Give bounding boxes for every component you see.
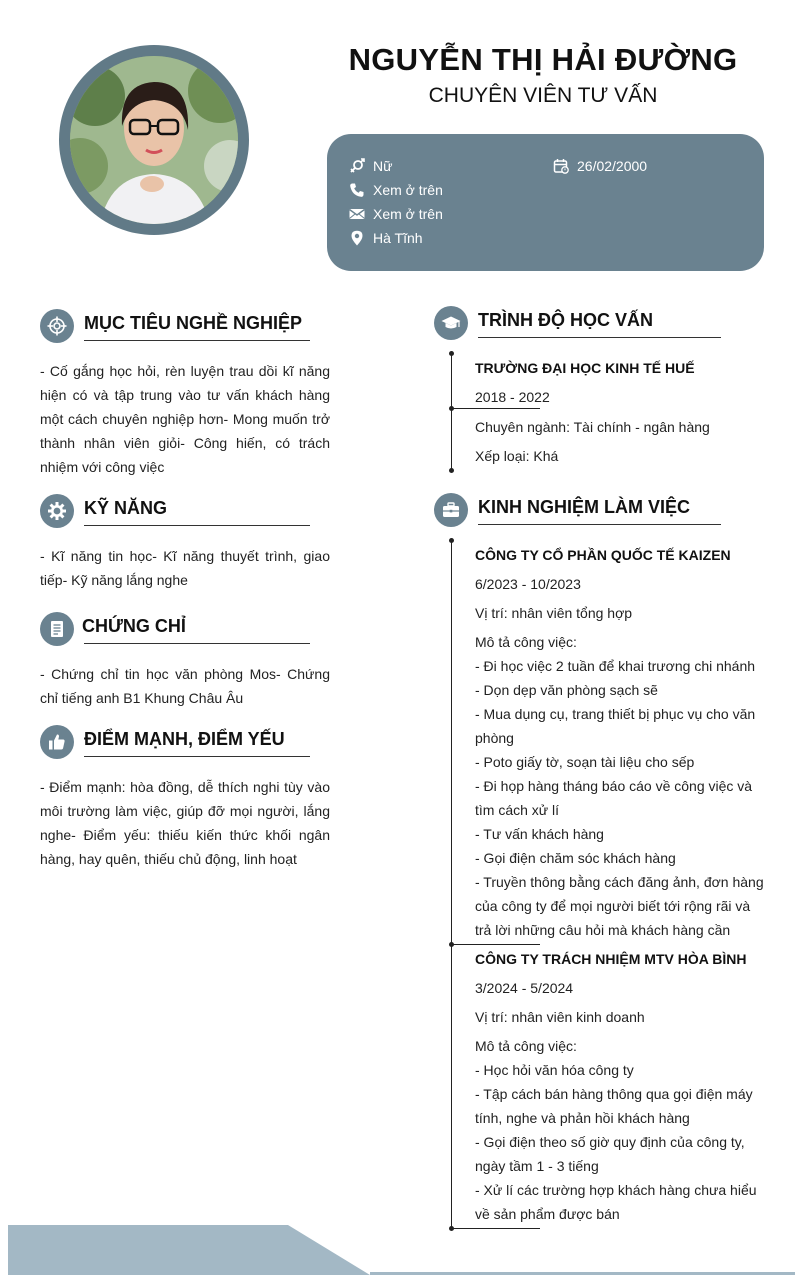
section-objective xyxy=(40,309,312,343)
section-divider xyxy=(84,525,310,526)
school-name: TRƯỜNG ĐẠI HỌC KINH TẾ HUẾ xyxy=(475,360,695,376)
job-duty: - Gọi điện theo số giờ quy định của công ty, ngày tầm 1 - 3 tiếng xyxy=(475,1134,745,1174)
section-divider xyxy=(478,524,721,525)
avatar xyxy=(59,45,249,235)
job-description xyxy=(475,630,765,942)
contact-info-box xyxy=(327,134,764,271)
section-certificates xyxy=(40,612,312,646)
job-duty: - Xử lí các trường hợp khách hàng chưa hiểu về sản phẩm được bán xyxy=(475,1182,757,1222)
job-period: 6/2023 - 10/2023 xyxy=(475,576,581,592)
phone-icon xyxy=(349,182,365,198)
section-experience xyxy=(434,493,724,527)
job-position: Vị trí: nhân viên kinh doanh xyxy=(475,1009,645,1025)
section-education xyxy=(434,306,724,340)
strengths-text: - Điểm mạnh: hòa đồng, dễ thích nghi tùy vào môi trường làm việc, giúp đỡ mọi người, lắng nghe- Điểm yếu: thiếu kiến thức khối ngân hàng, hay quên, thiếu chủ động, linh hoạt xyxy=(40,779,330,867)
objective-text: - Cố gắng học hỏi, rèn luyện trau dồi kĩ năng hiện có và tập trung vào tư vấn khách hàng một cách chuyên nghiệp hơn- Mong muốn trở thành nhân viên giỏi- Công hiến, có trách nhiệm với công việc xyxy=(40,363,330,475)
section-title: ĐIỂM MẠNH, ĐIỂM YẾU xyxy=(84,729,285,749)
briefcase-icon xyxy=(434,493,468,527)
job-description-label: Mô tả công việc: xyxy=(475,634,577,650)
footer-decoration xyxy=(0,1222,800,1275)
email-value: Xem ở trên xyxy=(373,206,443,222)
graduation-cap-icon xyxy=(434,306,468,340)
job-duty: - Dọn dẹp văn phòng sạch sẽ xyxy=(475,682,658,698)
job-duty: - Gọi điện chăm sóc khách hàng xyxy=(475,850,676,866)
email-icon xyxy=(349,206,365,222)
education-grade: Xếp loại: Khá xyxy=(475,448,559,464)
experience-timeline xyxy=(451,540,452,1228)
address-value: Hà Tĩnh xyxy=(373,230,423,246)
job-duty: - Đi họp hàng tháng báo cáo về công việc và tìm cách xử lí xyxy=(475,778,753,818)
job-duty: - Poto giấy tờ, soạn tài liệu cho sếp xyxy=(475,754,695,770)
address-row xyxy=(349,230,423,246)
job-description-label: Mô tả công việc: xyxy=(475,1038,577,1054)
job-duty: - Mua dụng cụ, trang thiết bị phục vụ cho văn phòng xyxy=(475,706,756,746)
timeline-tick xyxy=(451,408,540,409)
phone-value: Xem ở trên xyxy=(373,182,443,198)
portrait-image xyxy=(70,56,238,224)
timeline-dot xyxy=(449,538,454,543)
profile-photo xyxy=(70,56,238,224)
thumbs-up-icon xyxy=(40,725,74,759)
job-period: 3/2024 - 5/2024 xyxy=(475,980,574,996)
gender-icon xyxy=(349,158,365,174)
section-skills xyxy=(40,494,312,528)
section-strengths xyxy=(40,725,312,759)
job-duty: - Truyền thông bằng cách đăng ảnh, đơn hàng của công ty để mọi người biết tới rộng rãi và trả lời những câu hỏi mà khách hàng cần xyxy=(475,874,764,938)
job-title: CHUYÊN VIÊN TƯ VẤN xyxy=(428,84,658,107)
education-timeline xyxy=(451,353,452,471)
skills-text: - Kĩ năng tin học- Kĩ năng thuyết trình, giao tiếp- Kỹ năng lắng nghe xyxy=(40,548,330,588)
gender-row xyxy=(349,158,392,174)
job-company: CÔNG TY TRÁCH NHIỆM MTV HÒA BÌNH xyxy=(475,951,747,967)
certificates-text: - Chứng chỉ tin học văn phòng Mos- Chứng chỉ tiếng anh B1 Khung Châu Âu xyxy=(40,666,330,706)
candidate-name: NGUYỄN THỊ HẢI ĐƯỜNG xyxy=(348,42,738,77)
section-title: KINH NGHIỆM LÀM VIỆC xyxy=(478,497,691,517)
job-position: Vị trí: nhân viên tổng hợp xyxy=(475,605,633,621)
section-divider xyxy=(84,643,310,644)
section-title: CHỨNG CHỈ xyxy=(82,616,186,636)
timeline-dot xyxy=(449,351,454,356)
job-duty: - Tư vấn khách hàng xyxy=(475,826,604,842)
timeline-dot xyxy=(449,468,454,473)
section-title: KỸ NĂNG xyxy=(84,498,168,518)
education-major: Chuyên ngành: Tài chính - ngân hàng xyxy=(475,419,710,435)
birthday-row xyxy=(553,158,647,174)
job-duty: - Tập cách bán hàng thông qua gọi điện máy tính, nghe và phản hồi khách hàng xyxy=(475,1086,753,1126)
calendar-icon xyxy=(553,158,569,174)
birthday-value: 26/02/2000 xyxy=(577,158,648,174)
certificate-icon xyxy=(40,612,74,646)
timeline-tick xyxy=(451,944,540,945)
section-divider xyxy=(84,340,310,341)
job-duty: - Đi học việc 2 tuần để khai trương chi nhánh xyxy=(475,658,756,674)
job-company: CÔNG TY CỔ PHẦN QUỐC TẾ KAIZEN xyxy=(475,547,731,563)
education-period: 2018 - 2022 xyxy=(475,389,550,405)
job-duty: - Học hỏi văn hóa công ty xyxy=(475,1062,634,1078)
location-pin-icon xyxy=(349,230,365,246)
target-icon xyxy=(40,309,74,343)
section-divider xyxy=(84,756,310,757)
section-divider xyxy=(478,337,721,338)
section-title: TRÌNH ĐỘ HỌC VẤN xyxy=(478,310,653,330)
job-description xyxy=(475,1034,765,1226)
gear-icon xyxy=(40,494,74,528)
email-row xyxy=(349,206,443,222)
phone-row xyxy=(349,182,443,198)
gender-value: Nữ xyxy=(373,158,393,174)
section-title: MỤC TIÊU NGHỀ NGHIỆP xyxy=(84,313,303,333)
